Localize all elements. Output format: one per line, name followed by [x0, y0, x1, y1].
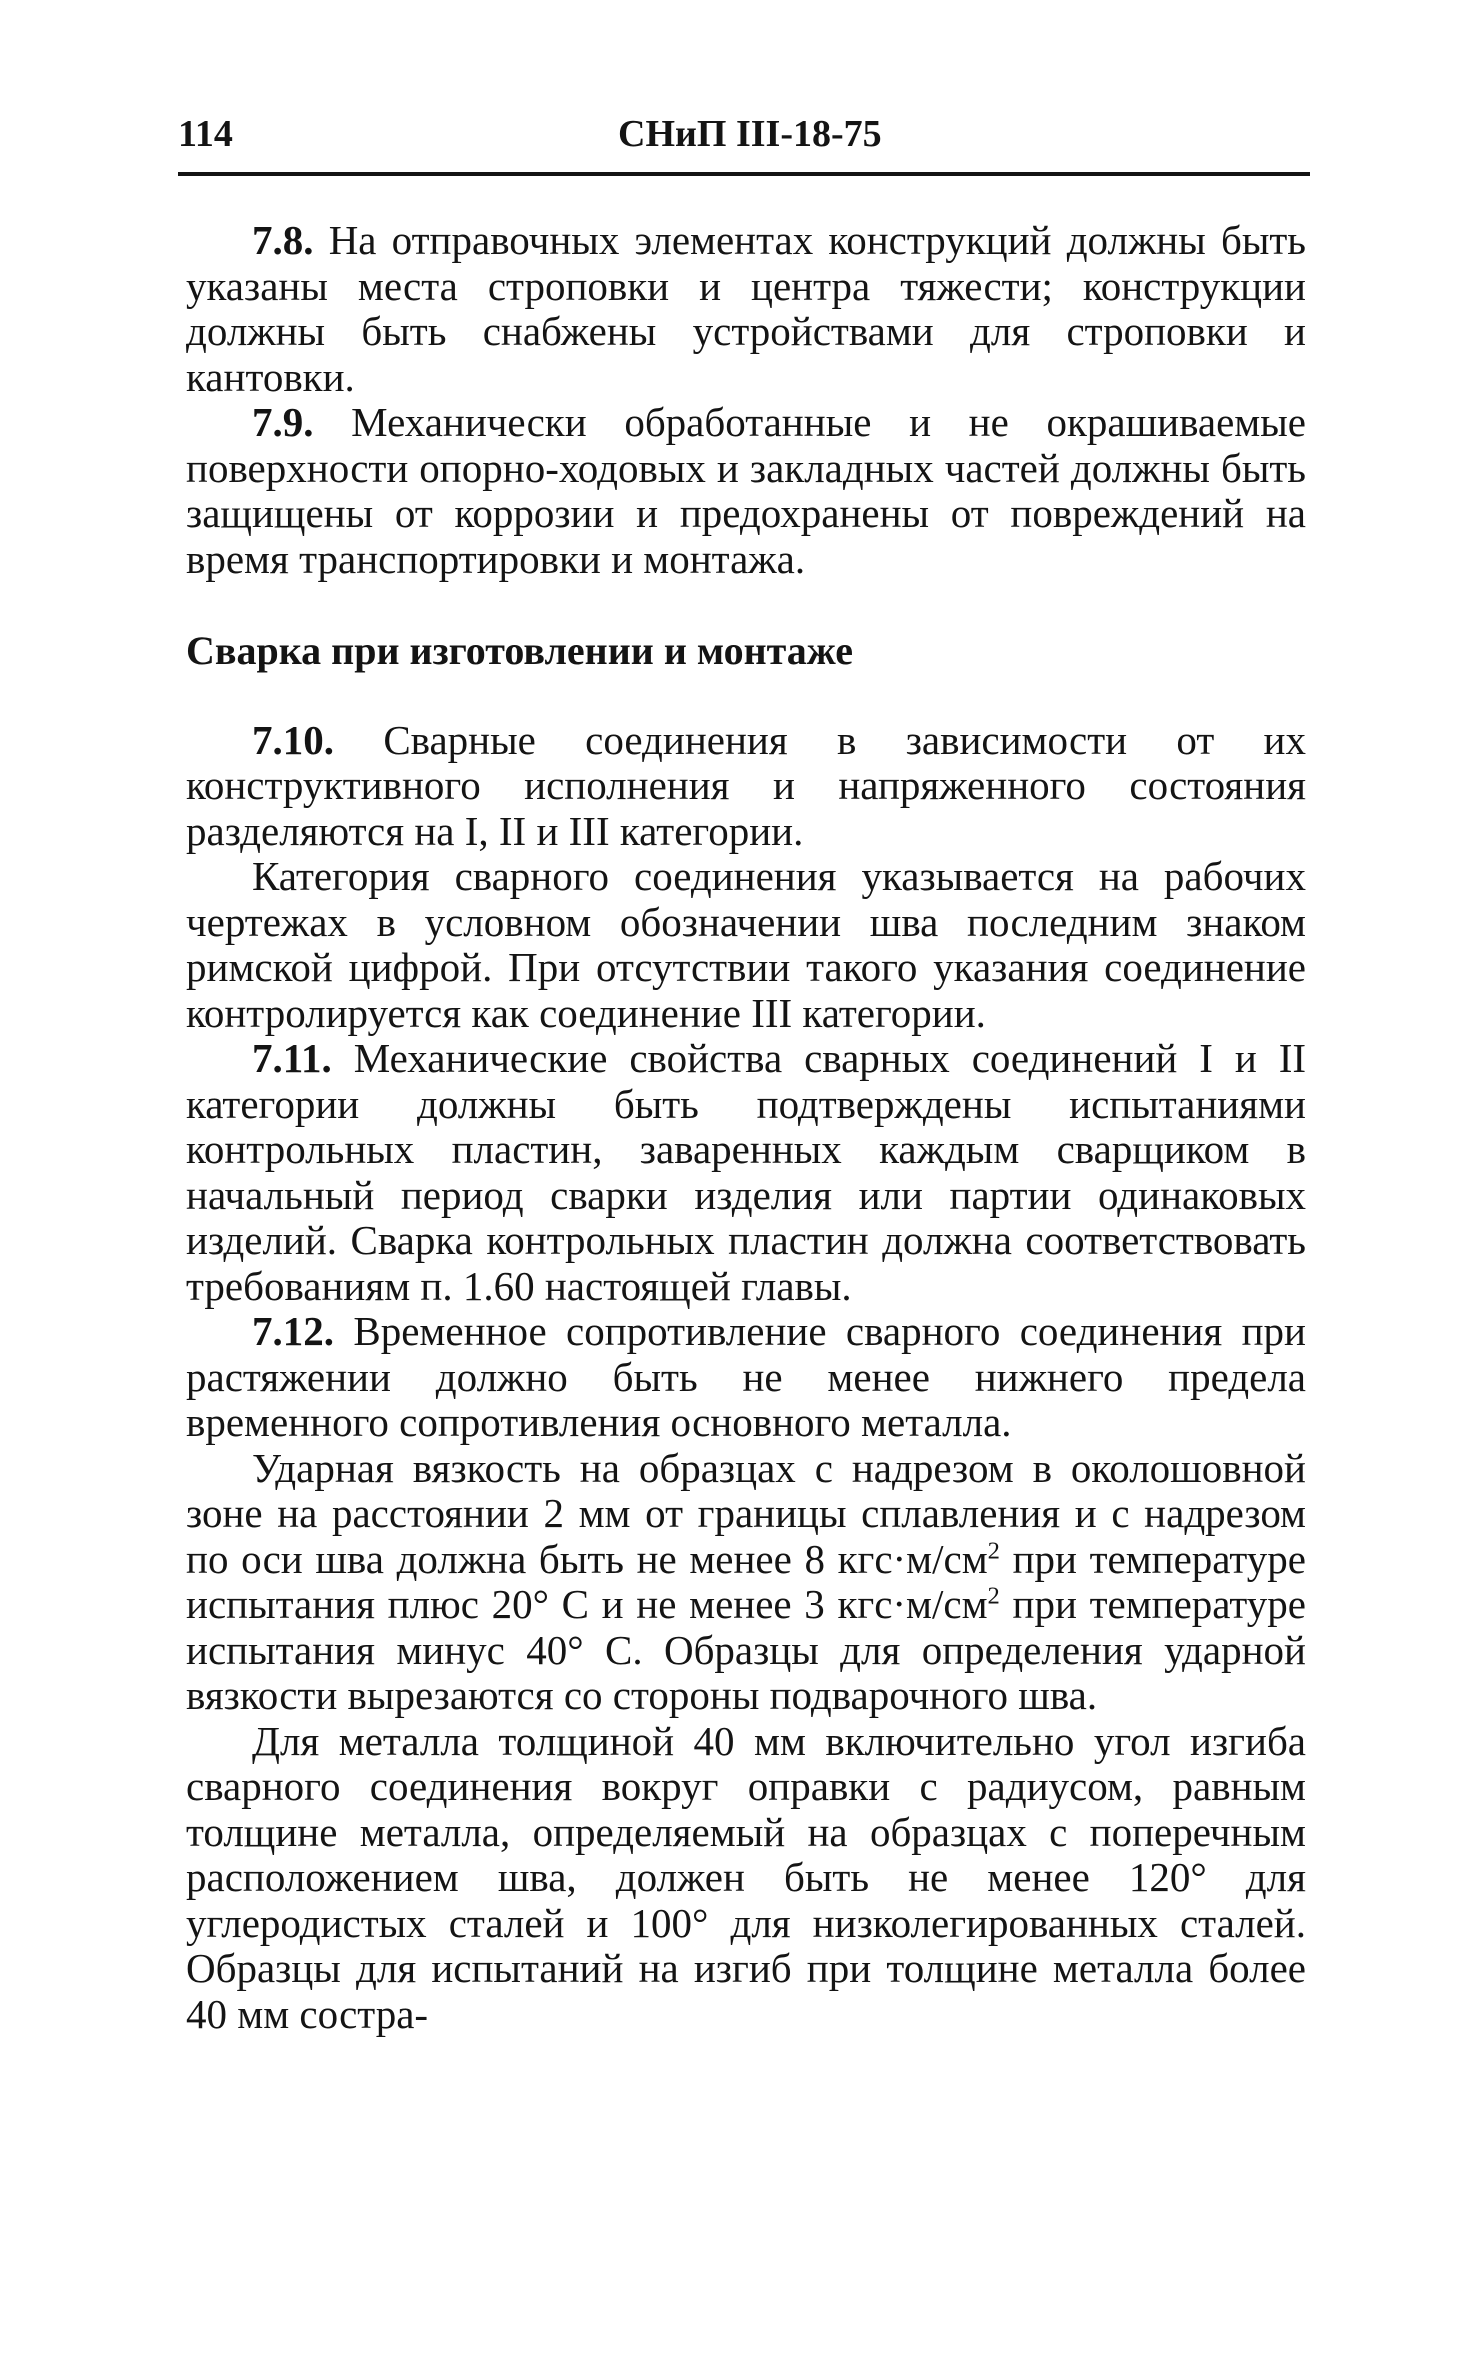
clause-number: 7.9.: [252, 399, 314, 445]
paragraph-bend-test: [186, 1719, 1306, 2038]
clause-number: 7.11.: [252, 1035, 332, 1081]
clause-number: 7.12.: [252, 1308, 334, 1354]
paragraph-text: Ударная вязкость на образцах с надрезом в околошовной зоне на расстоянии 2 мм от границы сплавления и с надрезом по оси шва должна быть не менее 8 кгс·м/см: [186, 1444, 1306, 1582]
paragraph-text: Для металла толщиной 40 мм включительно угол изгиба сварного соединения вокруг оправки с радиусом, равным толщине металла, определяемый на образцах с поперечным расположением шва, должен быть не менее 120° для углеродистых сталей и 100° для низколегированных сталей. Образцы для испытаний на изгиб при толщине металла более 40 мм состра-: [186, 1717, 1306, 2037]
paragraph-7-9: [186, 400, 1306, 582]
paragraph-impact-strength: [186, 1446, 1306, 1719]
paragraph-text: На отправочных элементах конструкций должны быть указаны места строповки и центра тяжести; конструкции должны быть снабжены устройствами для строповки и кантовки.: [186, 217, 1306, 400]
paragraph-text: Временное сопротивление сварного соединения при растяжении должно быть не менее нижнего предела временного сопротивления основного металла.: [186, 1308, 1307, 1445]
header-rule: [178, 172, 1310, 176]
paragraph-text: Категория сварного соединения указывается на рабочих чертежах в условном обозначении шва последним знаком римской цифрой. При отсутствии такого указания соединение контролируется как соединение III категории.: [186, 853, 1306, 1036]
paragraph-text: Механически обработанные и не окрашиваемые поверхности опорно-ходовых и закладных частей должны быть защищены от коррозии и предохранены от повреждений на время транспортировки и монтажа.: [186, 399, 1307, 582]
clause-number: 7.10.: [252, 716, 334, 763]
document-code: СНиП III-18-75: [618, 113, 882, 155]
document-body: [186, 218, 1306, 2037]
paragraph-7-8: [186, 218, 1306, 400]
clause-number: 7.8.: [252, 217, 314, 263]
page-header: [178, 112, 1310, 160]
paragraph-text: Механические свойства сварных соединений I и II категории должны быть подтверждены испытаниями контрольных пластин, заваренных каждым сварщиком в начальный период сварки изделия или партии одинаковых изделий. Сварка контрольных пластин должна соответствовать требованиям п. 1.60 настоящей главы.: [186, 1035, 1307, 1309]
superscript: 2: [987, 1536, 1000, 1564]
paragraph-7-12: [186, 1309, 1306, 1446]
paragraph-category: [186, 854, 1306, 1036]
paragraph-text: при температуре испытания минус 40° С. Образцы для определения ударной вязкости вырезаются со стороны подварочного шва.: [186, 1581, 1307, 1718]
page-number: 114: [178, 113, 233, 155]
paragraph-7-10: [186, 718, 1306, 855]
paragraph-text: при температуре испытания плюс 20° С и не менее 3 кгс·м/см: [186, 1535, 1306, 1627]
section-heading: Сварка при изготовлении и монтаже: [186, 628, 853, 673]
superscript: 2: [987, 1582, 1000, 1610]
paragraph-7-11: [186, 1036, 1306, 1309]
paragraph-text: Сварные соединения в зависимости от их конструктивного исполнения и напряженного состояния разделяются на I, II и III категории.: [186, 716, 1306, 854]
